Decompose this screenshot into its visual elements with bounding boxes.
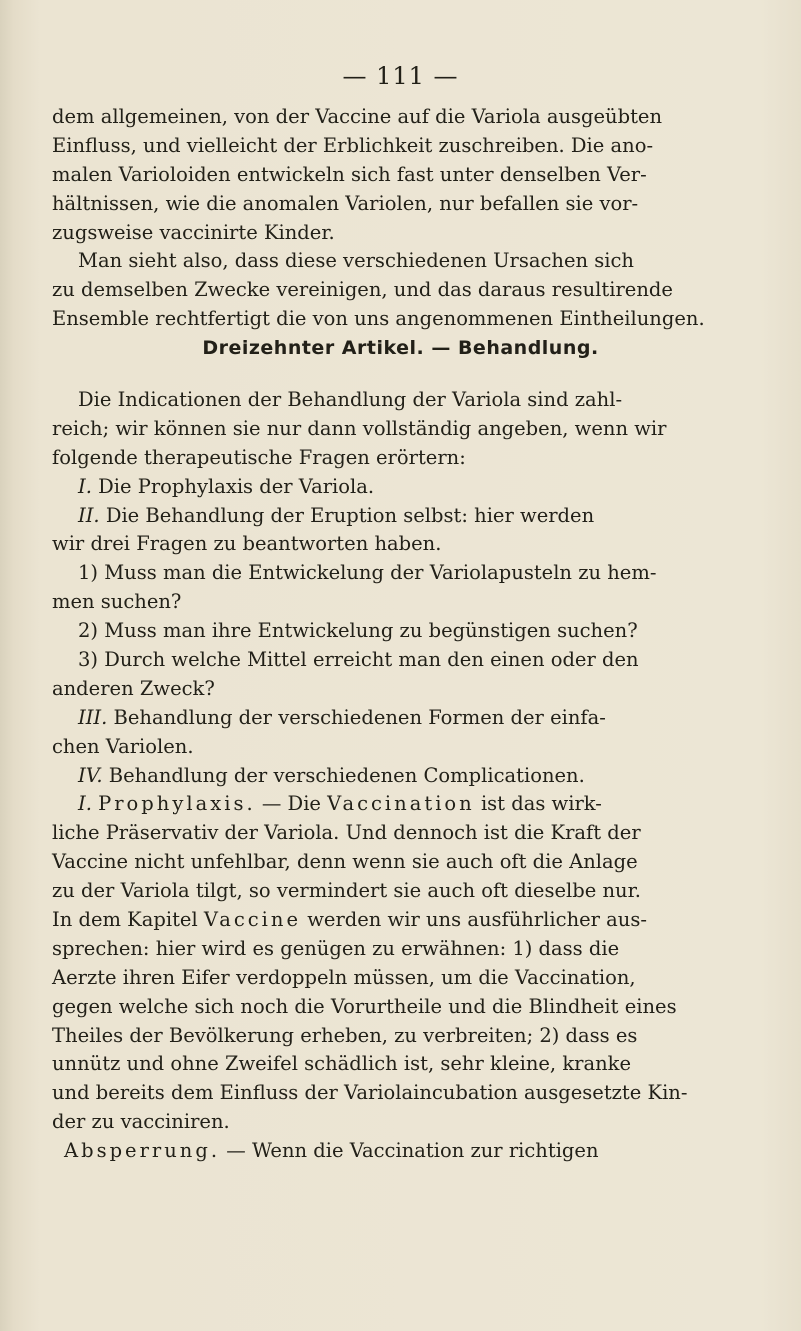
spaced-term: Vaccination [327, 792, 475, 816]
item-text: — Die [261, 792, 321, 816]
list-item-ii [52, 502, 764, 531]
roman-numeral: II. [78, 503, 100, 527]
item-text: Die Behandlung der Eruption selbst: hier werden [105, 503, 595, 527]
spaced-term: Prophylaxis. [98, 792, 256, 816]
item-text: Die Prophylaxis der Variola. [98, 474, 375, 498]
text-line: Einfluss, und vielleicht der Erblichkeit zuschreiben. Die ano- [52, 133, 654, 157]
item-text: Behandlung der verschiedenen Complicationen. [108, 763, 585, 787]
text-line: zu der Variola tilgt, so vermindert sie auch oft dieselbe nur. [52, 879, 641, 903]
text-line: wir drei Fragen zu beantworten haben. [52, 532, 442, 556]
question-3: 3) Durch welche Mittel erreicht man den einen oder den [78, 648, 639, 672]
text-line: Theiles der Bevölkerung erheben, zu verbreiten; 2) dass es [52, 1023, 638, 1047]
list-item-iv [52, 762, 764, 791]
roman-numeral: I. [78, 474, 92, 498]
text-line: zu demselben Zwecke vereinigen, und das daraus resultirende [52, 278, 673, 302]
text-line: anderen Zweck? [52, 676, 215, 700]
text-line: liche Präservativ der Variola. Und dennoch ist die Kraft der [52, 821, 641, 845]
spaced-term: Absperrung. [64, 1139, 221, 1163]
text-line: reich; wir können sie nur dann vollständig angeben, wenn wir [52, 416, 667, 440]
list-item-i [52, 473, 764, 502]
text-line: folgende therapeutische Fragen erörtern: [52, 445, 466, 469]
page-number: — 111 — [342, 62, 459, 90]
spaced-term: Vaccine [203, 908, 302, 932]
item-text: ist das wirk- [480, 792, 602, 816]
text-line: Ensemble rechtfertigt die von uns angenommenen Eintheilungen. [52, 307, 705, 331]
item-text: — Wenn die Vaccination zur richtigen [226, 1139, 599, 1163]
text-line: hältnissen, wie die anomalen Variolen, nur befallen sie vor- [52, 191, 639, 215]
item-text: Behandlung der verschiedenen Formen der einfa- [113, 705, 606, 729]
text-line: dem allgemeinen, von der Vaccine auf die Variola ausgeübten [52, 105, 663, 128]
list-item-iii [52, 704, 764, 733]
item-text: werden wir uns ausführlicher aus- [307, 908, 647, 932]
roman-numeral: IV. [78, 763, 103, 787]
text-line: malen Varioloiden entwickeln sich fast unter denselben Ver- [52, 162, 647, 186]
text-line [52, 906, 764, 935]
text-line: sprechen: hier wird es genügen zu erwähnen: 1) dass die [52, 936, 620, 960]
item-text: In dem Kapitel [52, 908, 198, 932]
text-line: Vaccine nicht unfehlbar, denn wenn sie auch oft die Anlage [52, 850, 638, 874]
text-line: gegen welche sich noch die Vorurtheile und die Blindheit eines [52, 994, 677, 1018]
question-1: 1) Muss man die Entwickelung der Variolapusteln zu hem- [78, 561, 657, 585]
absperrung-line [52, 1137, 764, 1166]
section-heading: Dreizehnter Artikel. — Behandlung. [202, 337, 599, 359]
text-line: men suchen? [52, 590, 182, 614]
text-line: und bereits dem Einfluss der Variolaincubation ausgesetzte Kin- [52, 1081, 688, 1105]
text-line: zugsweise vaccinirte Kinder. [52, 220, 335, 244]
text-line: Aerzte ihren Eifer verdoppeln müssen, um die Vaccination, [52, 965, 636, 989]
text-line: unnütz und ohne Zweifel schädlich ist, sehr kleine, kranke [52, 1052, 632, 1076]
text-line: Man sieht also, dass diese verschiedenen Ursachen sich [78, 249, 634, 273]
question-2: 2) Muss man ihre Entwickelung zu begünstigen suchen? [78, 619, 638, 643]
text-line: der zu vacciniren. [52, 1110, 230, 1134]
paragraph-block-top [52, 103, 764, 334]
text-line: chen Variolen. [52, 734, 194, 758]
paragraph-block-main [52, 386, 764, 1166]
roman-numeral: I. [78, 792, 92, 816]
text-line: Die Indicationen der Behandlung der Variola sind zahl- [78, 388, 623, 411]
roman-numeral: III. [78, 705, 108, 729]
prophylaxis-line [52, 790, 764, 819]
